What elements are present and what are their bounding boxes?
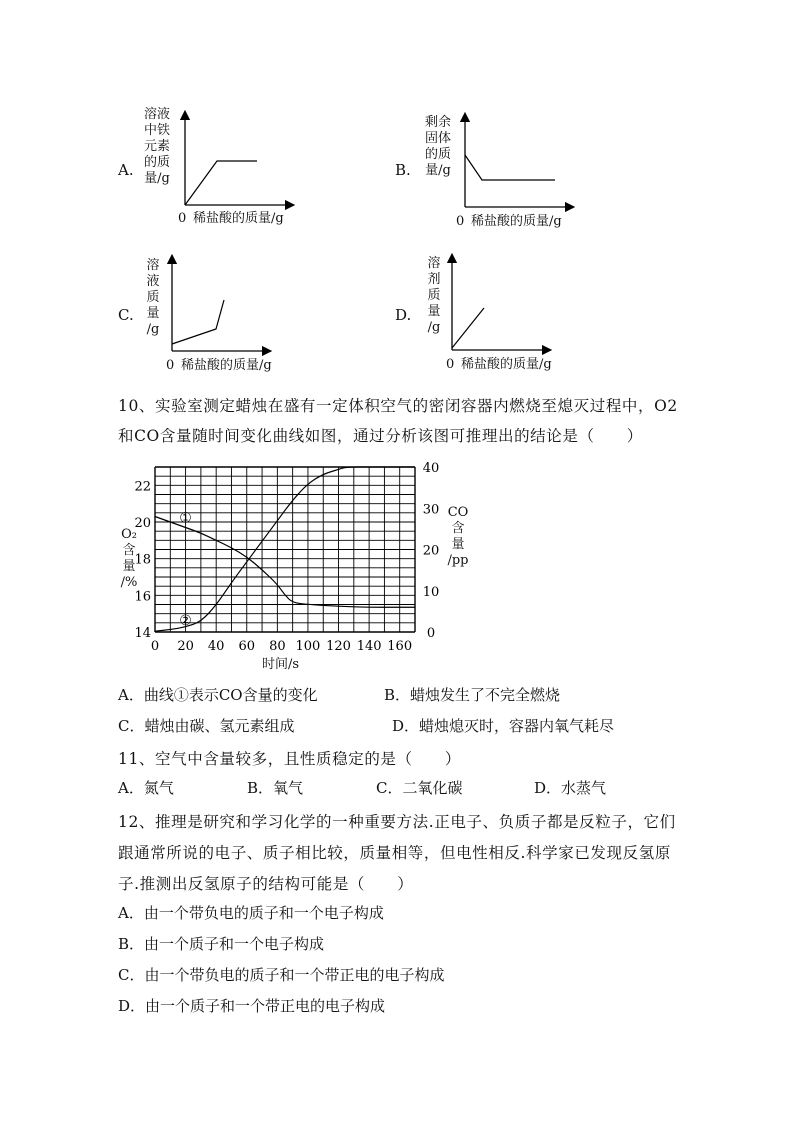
ylabel-line: 元素 [143,139,170,154]
left-tick-label: 20 [134,516,151,531]
q11-option-b: B．氧气 [247,779,304,797]
graph-d-origin: 0 [446,357,455,372]
q10-stem-line1: 10、实验室测定蜡烛在盛有一定体积空气的密闭容器内燃烧至熄灭过程中，O2 [118,397,678,415]
option-letter-d: D. [395,306,412,324]
ylabel-line: 中铁 [143,123,170,138]
left-tick-label: 16 [134,589,151,605]
x-tick-label: 80 [269,639,286,654]
q10-option-a: A．曲线①表示CO含量的变化 [118,686,318,704]
q11-option-d: D．水蒸气 [534,779,607,797]
option-letter-c: C. [118,306,134,324]
graph-a-xlabel: 稀盐酸的质量/g [193,211,284,226]
ylabel-line: 溶 [427,256,441,271]
graph-d-xlabel: 稀盐酸的质量/g [461,357,552,372]
graph-c-axes [162,254,272,354]
x-tick-label: 160 [387,639,413,654]
x-tick-label: 140 [356,639,382,654]
right-axis-label [445,505,471,569]
x-tick-label: 120 [326,639,351,654]
q10-option-d: D．蜡烛熄灭时，容器内氧气耗尽 [392,717,615,735]
left-tick-label: 18 [134,552,151,568]
axis-label-line: 量 [122,559,136,574]
x-tick-label: 20 [177,639,194,654]
q12-option-a: A．由一个带负电的质子和一个电子构成 [118,904,384,922]
graph-a-ylabel [140,107,174,187]
ylabel-line: 量 [427,304,441,319]
right-tick-label: 30 [422,502,440,518]
curve-label-2: ② [179,613,192,629]
option-letter-a: A. [118,161,134,179]
q10-stem-line2: 和CO含量随时间变化曲线如图，通过分析该图可推理出的结论是（ ） [118,427,643,445]
x-axis-label: 时间/s [262,657,300,672]
graph-b-curve [465,155,555,180]
chart-svg [125,462,455,662]
ylabel-line: 液 [146,274,160,289]
graph-b-ylabel [421,115,455,179]
graph-c-ylabel [144,258,162,338]
graph-d-axes [442,253,552,353]
axis-label-line: /% [120,575,138,590]
q10-option-b: B．蜡烛发生了不完全燃烧 [384,686,561,704]
option-letter-b: B. [395,161,411,179]
q11-option-a: A．氮气 [118,779,174,797]
q11-stem: 11、空气中含量较多，且性质稳定的是（ ） [118,750,461,768]
left-axis-label [118,527,140,591]
ylabel-line: /g [427,320,441,335]
graph-b-axes [455,112,575,212]
q12-option-d: D．由一个质子和一个带正电的电子构成 [118,997,386,1015]
q10-option-c: C．蜡烛由碳、氢元素组成 [118,717,295,735]
right-tick-label: 10 [422,584,440,600]
ylabel-line: /g [146,322,160,337]
right-tick-label: 20 [422,543,440,559]
q12-stem-line1: 12、推理是研究和学习化学的一种重要方法.正电子、负质子都是反粒子，它们 [118,813,676,831]
ylabel-line: 溶 [146,258,160,273]
ylabel-line: 量/g [144,171,170,186]
x-tick-label: 0 [150,639,160,654]
left-tick-label: 14 [134,626,151,641]
q12-stem-line2: 跟通常所说的电子、质子相比较，质量相等，但电性相反.科学家已发现反氢原 [118,844,671,862]
graph-b-xlabel: 稀盐酸的质量/g [471,214,562,229]
axis-label-line: 量 [451,537,465,552]
axis-label-line: 含 [122,543,136,558]
axis-label-line: 含 [451,521,465,536]
ylabel-line: 溶液 [143,107,170,122]
graph-b-origin: 0 [456,214,465,229]
ylabel-line: 质 [427,288,441,303]
ylabel-line: 质 [146,290,160,305]
ylabel-line: 量/g [425,163,451,178]
graph-a-origin: 0 [178,211,187,226]
right-tick-label: 40 [422,461,440,476]
left-tick-label: 22 [134,479,151,495]
axis-label-line: /pp [447,553,469,568]
x-tick-label: 60 [238,639,256,654]
graph-c-origin: 0 [166,358,175,373]
graph-d-curve [452,308,484,348]
x-tick-label: 40 [207,639,225,654]
ylabel-line: 的质 [143,155,170,170]
ylabel-line: 剂 [427,272,441,287]
ylabel-line: 固体 [424,131,451,146]
axis-label-line: CO [447,505,469,520]
right-tick-label: 0 [426,626,436,641]
curve-label-1: ① [179,510,192,527]
graph-d-ylabel [425,256,443,336]
q12-option-c: C．由一个带负电的质子和一个带正电的电子构成 [118,966,445,984]
x-tick-label: 100 [295,639,321,654]
series-line-o2 [155,517,415,608]
q11-option-c: C．二氧化碳 [376,779,463,797]
graph-c-xlabel: 稀盐酸的质量/g [181,358,272,373]
ylabel-line: 量 [146,306,160,321]
ylabel-line: 的质 [424,147,451,162]
graph-a-axes [175,110,295,210]
q12-stem-line3: 子.推测出反氢原子的结构可能是（ ） [118,875,414,893]
q12-option-b: B．由一个质子和一个电子构成 [118,935,325,953]
graph-a-curve [185,161,257,205]
graph-c-curve [172,300,224,344]
ylabel-line: 剩余 [424,115,451,130]
axis-label-line: O₂ [121,527,137,542]
